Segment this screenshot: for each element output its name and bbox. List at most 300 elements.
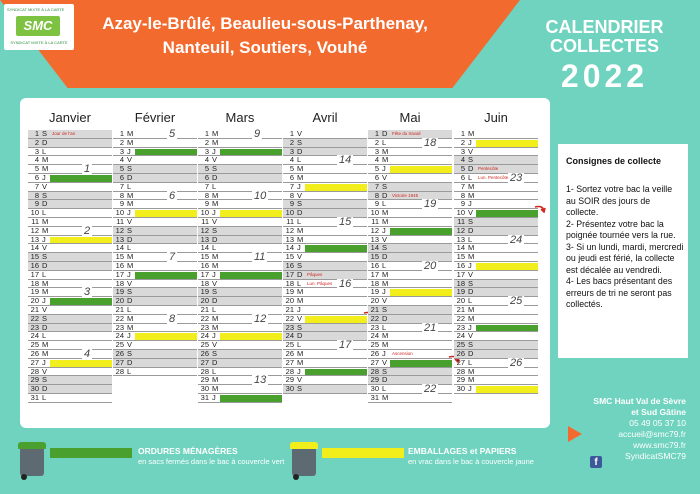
day-letter: V [382, 357, 388, 367]
week-number: 20 [424, 260, 437, 272]
day-row [368, 280, 452, 289]
day-row [454, 356, 538, 369]
day-row [368, 136, 452, 149]
day-number: 8 [374, 190, 379, 200]
day-number: 4 [119, 155, 124, 165]
day-letter: M [382, 278, 389, 288]
day-number: 15 [115, 252, 124, 262]
day-number: 7 [119, 181, 124, 191]
day-letter: L [212, 181, 217, 191]
day-number: 28 [285, 366, 294, 376]
day-number: 20 [200, 296, 209, 306]
day-letter: D [212, 172, 218, 182]
day-letter: M [468, 313, 475, 323]
day-rule [28, 402, 112, 403]
day-number: 25 [456, 340, 465, 350]
week-number: 11 [254, 251, 266, 264]
day-number: 30 [370, 384, 379, 394]
green-collection-marker [135, 272, 197, 279]
day-number: 19 [285, 287, 294, 297]
day-number: 3 [34, 146, 39, 156]
day-number: 17 [200, 269, 209, 279]
week-number: 5 [169, 128, 176, 140]
day-row [198, 341, 282, 350]
day-row [198, 332, 282, 341]
day-row [454, 227, 538, 236]
day-letter: D [382, 375, 388, 385]
day-row [283, 165, 367, 174]
day-number: 3 [289, 146, 294, 156]
day-number: 8 [119, 190, 124, 200]
day-letter: D [212, 296, 218, 306]
day-letter: M [297, 234, 304, 244]
day-number: 9 [204, 199, 209, 209]
day-number: 14 [115, 243, 124, 253]
day-row [113, 227, 197, 236]
day-letter: M [382, 340, 389, 350]
day-letter: V [468, 208, 474, 218]
day-number: 19 [200, 287, 209, 297]
day-letter: L [382, 322, 387, 332]
day-number: 1 [460, 129, 465, 138]
day-letter: V [127, 155, 133, 165]
day-number: 21 [370, 304, 379, 314]
day-row [28, 350, 112, 359]
day-letter: L [382, 260, 387, 270]
day-letter: D [468, 164, 474, 174]
day-row [283, 209, 367, 218]
day-letter: S [297, 260, 303, 270]
instructions-title: Consignes de collecte [566, 156, 662, 166]
day-number: 10 [30, 208, 39, 218]
day-row [113, 271, 197, 280]
day-letter: V [297, 375, 303, 385]
day-letter: S [42, 252, 48, 262]
day-row [28, 385, 112, 394]
holiday-note: Jour de l'an [52, 131, 76, 136]
day-number: 8 [34, 190, 39, 200]
day-row [454, 271, 538, 280]
day-number: 25 [370, 340, 379, 350]
day-letter: M [297, 164, 304, 174]
day-row [454, 262, 538, 271]
day-letter: D [297, 208, 303, 218]
day-row [368, 200, 452, 209]
contact-block [576, 396, 686, 462]
day-letter: S [382, 304, 388, 314]
day-letter: L [468, 357, 473, 367]
day-letter: M [42, 155, 49, 165]
day-letter: S [382, 243, 388, 253]
day-row [368, 332, 452, 341]
day-row [454, 297, 538, 306]
day-number: 4 [460, 155, 465, 165]
day-letter: M [127, 252, 134, 262]
day-row [198, 165, 282, 174]
day-row [368, 156, 452, 165]
day-number: 16 [200, 260, 209, 270]
month-column [454, 106, 538, 394]
week-number: 22 [424, 383, 437, 396]
calendar-year: 2022 [560, 58, 649, 94]
day-letter: M [212, 252, 219, 262]
day-letter: J [468, 199, 472, 209]
day-row [113, 148, 197, 157]
day-letter: M [42, 216, 49, 226]
day-letter: J [212, 146, 216, 156]
day-number: 26 [285, 348, 294, 358]
holiday-note: Pâques [307, 271, 323, 277]
day-row [28, 332, 112, 341]
day-letter: D [468, 348, 474, 358]
day-row [113, 183, 197, 192]
day-number: 27 [456, 357, 465, 367]
week-number: 3 [84, 286, 91, 299]
day-letter: S [468, 216, 474, 226]
yellow-bin-lid [290, 442, 318, 449]
day-number: 10 [200, 208, 209, 218]
holiday-note: Ascension [392, 350, 413, 356]
day-number: 19 [370, 287, 379, 297]
day-number: 4 [289, 155, 294, 165]
day-number: 17 [30, 269, 39, 279]
day-row [198, 139, 282, 148]
day-number: 7 [34, 181, 39, 191]
week-number: 25 [510, 295, 523, 308]
day-row [198, 288, 282, 297]
day-row [368, 148, 452, 157]
shift-arrow-icon [534, 205, 546, 213]
day-letter: S [212, 348, 218, 358]
day-row [454, 288, 538, 297]
day-row [113, 200, 197, 209]
month-name: Juin [484, 110, 508, 125]
instructions-text: 1- Sortez votre bac la veille au SOIR des jours de collecte. 2- Présentez votre bac la poignée tournée vers la rue. 3- Si un lundi, mardi, mercredi ou jeudi est férié, la collecte est décalée au vendredi. 4- Les bacs présentant des erreurs de tri ne seront pas collectés. [566, 184, 684, 309]
day-row [113, 139, 197, 148]
day-number: 9 [34, 199, 39, 209]
day-letter: M [127, 190, 134, 200]
day-number: 26 [370, 348, 379, 358]
day-letter: L [42, 146, 47, 156]
day-number: 27 [285, 357, 294, 367]
day-letter: L [42, 331, 47, 341]
day-row [28, 148, 112, 157]
yellow-bin-wheel [293, 474, 299, 480]
day-row [368, 236, 452, 245]
day-row [283, 200, 367, 209]
yellow-bin-body [292, 449, 316, 476]
day-row [368, 368, 452, 377]
day-letter: J [42, 234, 46, 244]
day-row [198, 385, 282, 394]
day-letter: L [297, 155, 302, 165]
day-row [368, 209, 452, 218]
day-number: 8 [289, 190, 294, 200]
day-number: 1 [119, 129, 124, 138]
day-number: 6 [204, 172, 209, 182]
day-row [113, 253, 197, 262]
week-number: 13 [254, 374, 267, 387]
org-name-line1: SMC Haut Val de Sèvre [593, 396, 686, 406]
day-row [113, 332, 197, 341]
day-letter: V [212, 155, 218, 165]
day-number: 11 [371, 216, 379, 226]
day-letter: M [468, 304, 475, 314]
day-number: 17 [456, 269, 465, 279]
day-row [28, 262, 112, 271]
day-letter: M [212, 137, 219, 147]
day-row [368, 321, 452, 334]
day-number: 2 [289, 137, 294, 147]
day-letter: J [127, 208, 131, 218]
day-row [368, 271, 452, 280]
day-row [198, 218, 282, 227]
day-row [454, 341, 538, 350]
week-number: 7 [169, 251, 176, 264]
day-row [113, 306, 197, 315]
day-letter: L [127, 243, 132, 253]
day-row [454, 192, 538, 201]
day-row [368, 350, 452, 359]
day-number: 4 [374, 155, 379, 165]
month-name: Mai [399, 110, 421, 125]
yellow-collection-marker [476, 140, 538, 147]
day-row [368, 376, 452, 385]
holiday-note: Pentecôte [478, 166, 499, 172]
green-collection-marker [305, 369, 367, 376]
day-letter: V [212, 216, 218, 226]
day-letter: D [382, 190, 388, 200]
day-letter: D [297, 146, 303, 156]
day-row [283, 192, 367, 201]
day-letter: V [212, 340, 218, 350]
day-row [368, 315, 452, 324]
day-number: 20 [285, 296, 294, 306]
month-name: Avril [312, 110, 338, 125]
day-letter: D [42, 260, 48, 270]
day-letter: V [468, 331, 474, 341]
contact-email[interactable]: accueil@smc79.fr [618, 429, 686, 439]
day-row [28, 341, 112, 350]
day-letter: M [297, 357, 304, 367]
day-row [283, 218, 367, 227]
day-letter: M [42, 278, 49, 288]
day-row [283, 244, 367, 253]
day-letter: V [297, 252, 303, 262]
week-number: 4 [84, 348, 91, 360]
day-number: 16 [285, 260, 294, 270]
day-row [283, 253, 367, 262]
yellow-collection-marker [476, 263, 538, 270]
contact-facebook[interactable]: SyndicatSMC79 [625, 451, 686, 461]
day-letter: J [212, 331, 216, 341]
week-number: 14 [339, 154, 352, 167]
day-number: 11 [201, 216, 209, 226]
day-letter: M [382, 392, 389, 402]
green-legend-title: ORDURES MÉNAGÈRES [138, 446, 238, 456]
day-letter: M [42, 225, 49, 235]
day-letter: M [297, 225, 304, 235]
day-letter: S [297, 199, 303, 209]
day-letter: M [382, 331, 389, 341]
day-number: 29 [285, 375, 294, 385]
day-letter: V [127, 216, 133, 226]
day-letter: S [382, 181, 388, 191]
yellow-collection-marker [50, 360, 112, 367]
day-letter: D [127, 296, 133, 306]
day-letter: S [212, 225, 218, 235]
week-number: 19 [424, 198, 437, 211]
day-row [454, 244, 538, 253]
calendar-word: CALENDRIER [545, 17, 664, 37]
day-number: 6 [460, 172, 465, 182]
day-row [454, 233, 538, 246]
day-number: 9 [119, 199, 124, 209]
holiday-note: Victoire 1945 [392, 192, 419, 198]
day-number: 27 [115, 357, 124, 367]
day-letter: J [468, 322, 472, 332]
day-number: 21 [200, 304, 209, 314]
day-letter: M [212, 190, 219, 200]
day-rule [113, 375, 197, 376]
day-row [28, 192, 112, 201]
day-letter: L [297, 278, 302, 288]
contact-web[interactable]: www.smc79.fr [633, 440, 686, 450]
day-number: 23 [456, 322, 465, 332]
day-number: 12 [456, 225, 465, 235]
day-number: 11 [31, 216, 39, 226]
day-row [198, 262, 282, 271]
communes-title-line2: Nanteuil, Soutiers, Vouhé [162, 38, 368, 57]
day-number: 17 [115, 269, 124, 279]
day-number: 20 [456, 296, 465, 306]
day-number: 19 [456, 287, 465, 297]
day-row [454, 253, 538, 262]
day-row [198, 130, 282, 139]
day-row [28, 139, 112, 148]
day-letter: M [42, 340, 49, 350]
day-number: 31 [370, 392, 379, 402]
day-number: 5 [289, 164, 294, 174]
day-letter: D [382, 129, 388, 138]
day-letter: S [42, 313, 48, 323]
day-letter: S [127, 348, 133, 358]
logo-top-text: SYNDICAT MIXTE À LA CARTE [7, 7, 65, 12]
day-number: 23 [285, 322, 294, 332]
day-number: 8 [204, 190, 209, 200]
day-letter: D [127, 234, 133, 244]
day-letter: V [297, 313, 303, 323]
day-number: 10 [370, 208, 379, 218]
yellow-collection-marker [305, 184, 367, 191]
day-row [113, 312, 197, 325]
day-letter: L [382, 384, 387, 394]
day-number: 25 [200, 340, 209, 350]
month-name: Février [134, 110, 176, 125]
contact-phone: 05 49 05 37 10 [629, 418, 686, 428]
day-row [113, 359, 197, 368]
day-number: 15 [370, 252, 379, 262]
day-letter: J [468, 137, 472, 147]
day-letter: L [42, 392, 47, 402]
day-letter: V [468, 146, 474, 156]
day-letter: V [382, 296, 388, 306]
day-letter: S [42, 129, 48, 138]
day-row [198, 297, 282, 306]
day-number: 12 [115, 225, 124, 235]
day-row [283, 130, 367, 139]
day-letter: L [42, 208, 47, 218]
day-letter: S [42, 375, 48, 385]
day-letter: D [297, 269, 303, 279]
day-row [28, 165, 112, 174]
day-number: 20 [115, 296, 124, 306]
green-collection-marker [305, 245, 367, 252]
day-number: 16 [370, 260, 379, 270]
day-letter: M [212, 260, 219, 270]
day-row [28, 209, 112, 218]
day-row [198, 350, 282, 359]
day-row [28, 288, 112, 297]
day-number: 3 [204, 146, 209, 156]
day-letter: M [212, 199, 219, 209]
day-number: 12 [370, 225, 379, 235]
week-number: 21 [424, 321, 437, 334]
day-row [28, 200, 112, 209]
day-letter: M [212, 313, 219, 323]
day-row [368, 297, 452, 306]
day-number: 24 [115, 331, 124, 341]
day-letter: L [127, 181, 132, 191]
day-letter: D [42, 199, 48, 209]
day-letter: M [382, 155, 389, 165]
day-letter: J [382, 225, 386, 235]
day-number: 13 [456, 234, 465, 244]
green-collection-marker [220, 395, 282, 402]
day-number: 11 [457, 216, 465, 226]
day-letter: M [127, 313, 134, 323]
month-column [198, 106, 282, 403]
day-number: 2 [204, 137, 209, 147]
day-letter: M [297, 296, 304, 306]
day-row [283, 315, 367, 324]
yellow-collection-marker [135, 210, 197, 217]
day-row [113, 280, 197, 289]
day-number: 12 [285, 225, 294, 235]
yellow-collection-marker [390, 289, 452, 296]
day-number: 3 [460, 146, 465, 156]
day-number: 14 [200, 243, 209, 253]
day-row [113, 297, 197, 306]
day-number: 14 [456, 243, 465, 253]
day-letter: L [382, 199, 387, 209]
day-letter: D [468, 287, 474, 297]
day-letter: M [127, 322, 134, 332]
day-rule [283, 393, 367, 394]
day-letter: L [468, 172, 473, 182]
day-row [368, 165, 452, 174]
day-row [113, 174, 197, 183]
day-number: 20 [30, 296, 39, 306]
day-number: 22 [115, 313, 124, 323]
day-row [113, 130, 197, 139]
week-number: 10 [254, 189, 267, 202]
day-letter: J [468, 384, 472, 394]
day-row [454, 139, 538, 148]
day-letter: S [468, 278, 474, 288]
day-row [113, 189, 197, 202]
day-letter: S [468, 155, 474, 165]
